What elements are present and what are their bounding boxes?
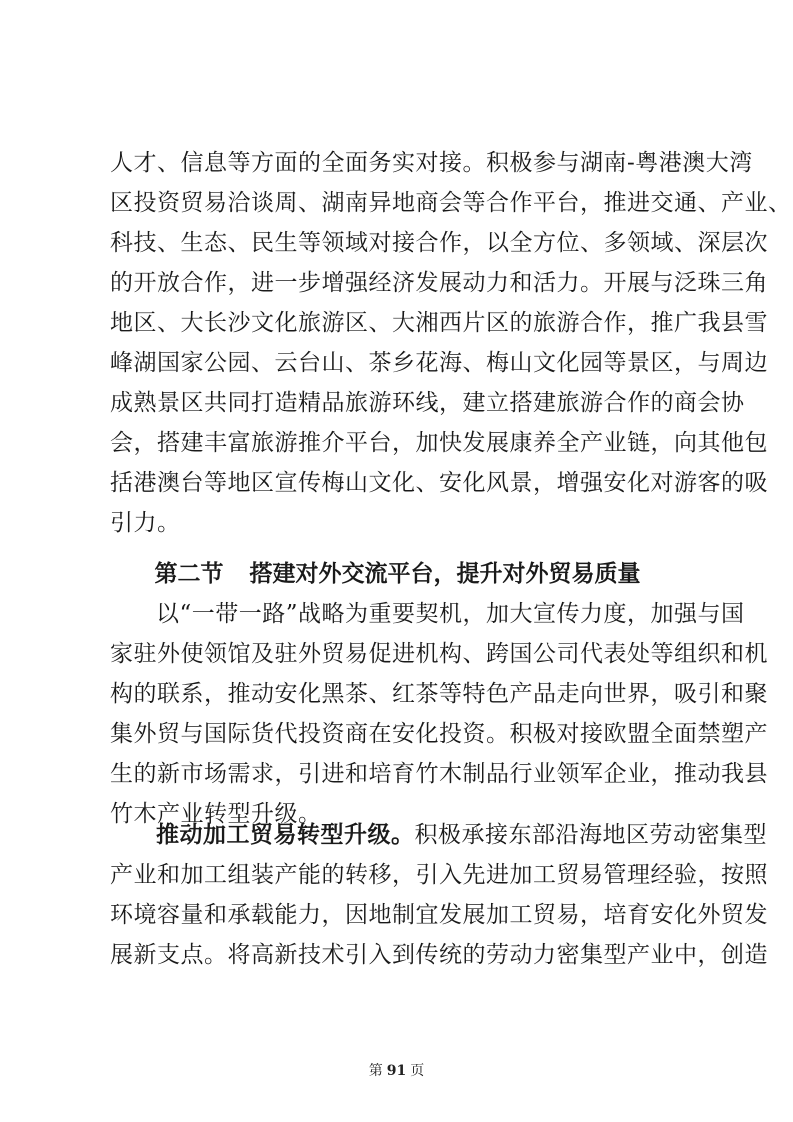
paragraph-line-rest: 积极承接东部沿海地区劳动密集型 xyxy=(414,822,767,848)
paragraph-line: 家驻外使领馆及驻外贸易促进机构、跨国公司代表处等组织和机 xyxy=(110,641,768,667)
paragraph-line: 以“一带一路”战略为重要契机，加大宣传力度，加强与国 xyxy=(156,601,745,627)
footer-suffix: 页 xyxy=(410,1063,425,1079)
footer-prefix: 第 xyxy=(368,1063,383,1079)
paragraph-line: 地区、大长沙文化旅游区、大湘西片区的旅游合作，推广我县雪 xyxy=(110,310,768,336)
paragraph-line: 括港澳台等地区宣传梅山文化、安化风景，增强安化对游客的吸 xyxy=(110,470,768,496)
paragraph-line: 区投资贸易洽谈周、湖南异地商会等合作平台，推进交通、产业、 xyxy=(110,190,792,216)
paragraph-line: 展新支点。将高新技术引入到传统的劳动力密集型产业中，创造 xyxy=(110,942,768,968)
paragraph-first-line xyxy=(110,815,767,855)
section-number: 第二节 xyxy=(154,560,224,587)
paragraph-line: 竹木产业转型升级。 xyxy=(110,801,322,827)
paragraph-line: 集外贸与国际货代投资商在安化投资。积极对接欧盟全面禁塑产 xyxy=(110,721,768,747)
section-heading xyxy=(110,554,685,594)
paragraph-line: 成熟景区共同打造精品旅游环线，建立搭建旅游合作的商会协 xyxy=(110,390,745,416)
paragraph-line: 引力。 xyxy=(110,510,181,536)
paragraph-line: 构的联系，推动安化黑茶、红茶等特色产品走向世界，吸引和聚 xyxy=(110,681,768,707)
paragraph-line: 产业和加工组装产能的转移，引入先进加工贸易管理经验，按照 xyxy=(110,862,768,888)
paragraph-lead-heading: 推动加工贸易转型升级。 xyxy=(156,821,415,848)
paragraph-line: 生的新市场需求，引进和培育竹木制品行业领军企业，推动我县 xyxy=(110,761,768,787)
paragraph-2 xyxy=(110,594,768,834)
paragraph-line: 峰湖国家公园、云台山、茶乡花海、梅山文化园等景区，与周边 xyxy=(110,350,768,376)
page-number: 91 xyxy=(386,1063,407,1079)
paragraph-line: 人才、信息等方面的全面务实对接。积极参与湖南-粤港澳大湾 xyxy=(110,150,753,176)
page-footer xyxy=(0,1060,793,1080)
paragraph-line: 的开放合作，进一步增强经济发展动力和活力。开展与泛珠三角 xyxy=(110,270,768,296)
section-title: 搭建对外交流平台，提升对外贸易质量 xyxy=(249,560,641,587)
paragraph-3 xyxy=(110,815,768,975)
paragraph-1 xyxy=(110,143,792,543)
paragraph-line: 环境容量和承载能力，因地制宜发展加工贸易，培育安化外贸发 xyxy=(110,902,768,928)
paragraph-line: 会，搭建丰富旅游推介平台，加快发展康养全产业链，向其他包 xyxy=(110,430,768,456)
paragraph-line: 科技、生态、民生等领域对接合作，以全方位、多领域、深层次 xyxy=(110,230,768,256)
